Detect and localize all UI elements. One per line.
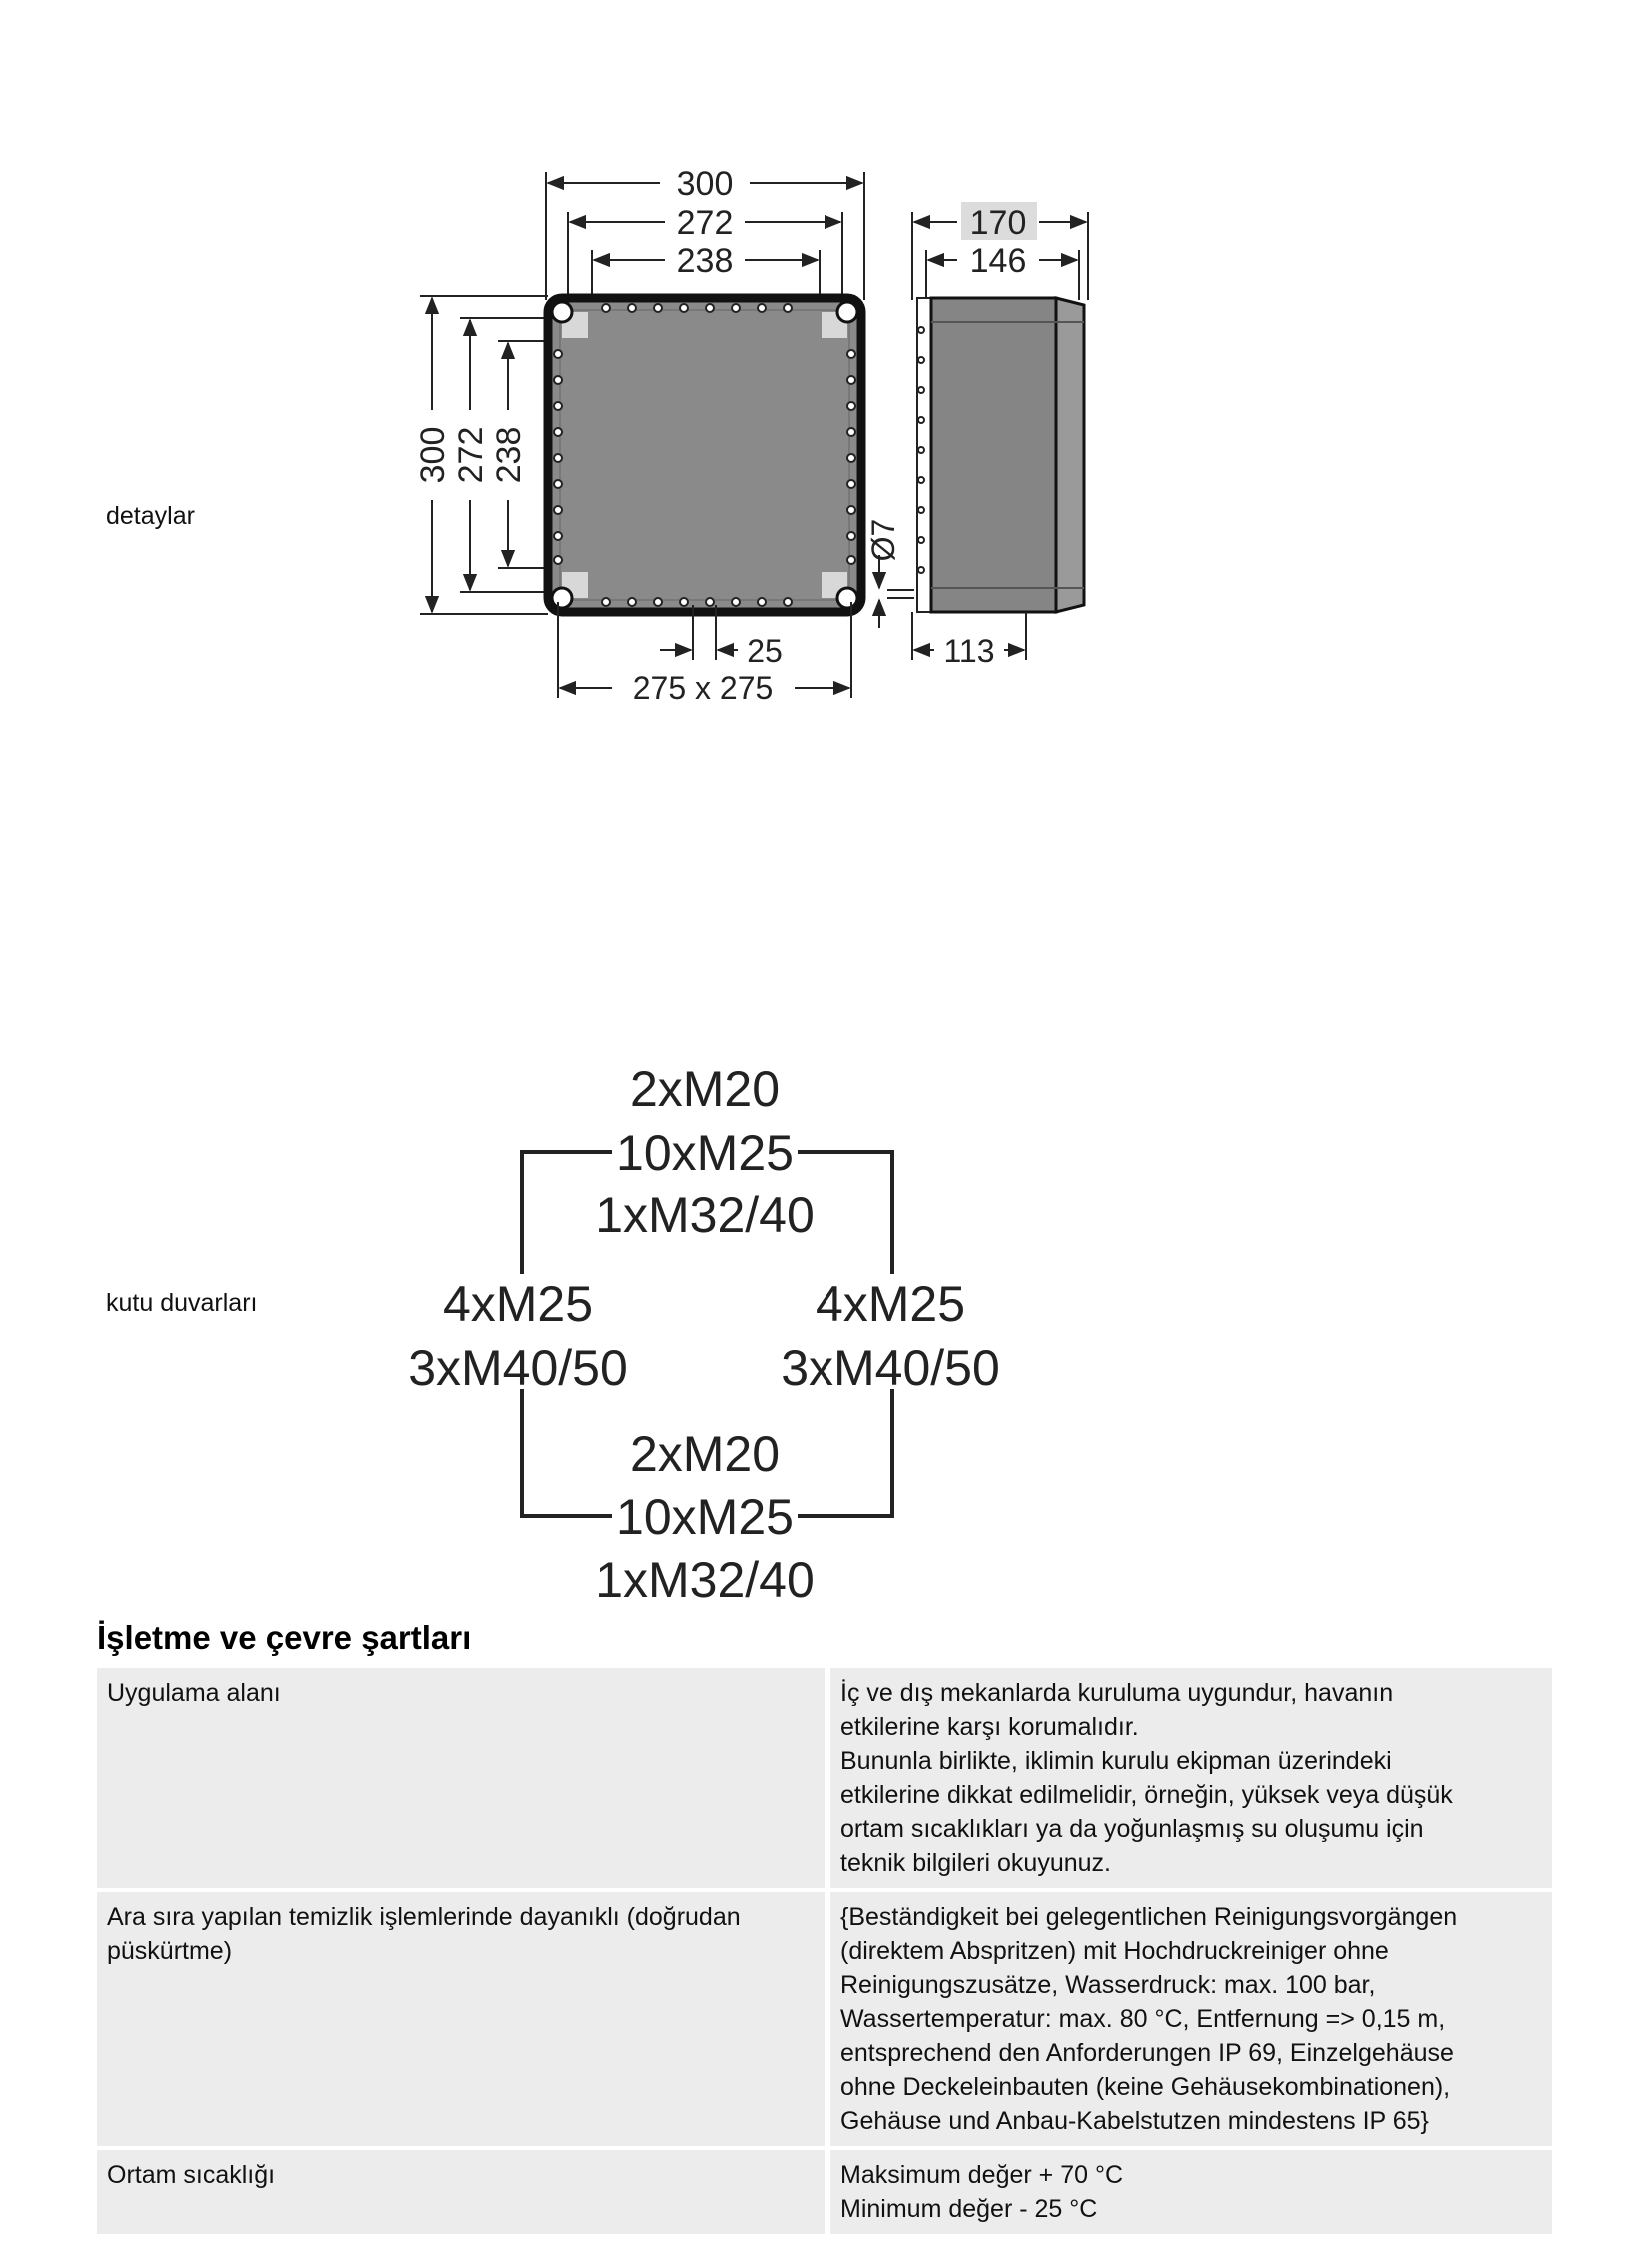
spec-value: Maksimum değer + 70 °C Minimum değer - 25 °C — [830, 2150, 1552, 2234]
dim-width-300: 300 — [676, 165, 734, 203]
section-title: İşletme ve çevre şartları — [97, 1619, 472, 1656]
dim-width-272: 272 — [676, 204, 734, 242]
left-wall-line-2: 3xM40/50 — [408, 1340, 628, 1396]
spec-key: Ara sıra yapılan temizlik işlemlerinde dayanıklı (doğrudan püskürtme) — [97, 1892, 825, 2146]
dim-height-272: 272 — [452, 426, 490, 484]
dim-height-300: 300 — [414, 426, 452, 484]
table-row — [97, 1892, 1552, 2146]
top-wall-line-3: 1xM32/40 — [595, 1187, 815, 1243]
top-wall-line-2: 10xM25 — [616, 1125, 794, 1181]
dim-mount-spacing: 25 — [747, 633, 783, 669]
bottom-wall-line-2: 10xM25 — [616, 1489, 794, 1545]
spec-key: Uygulama alanı — [97, 1668, 825, 1888]
spec-key: Ortam sıcaklığı — [97, 2150, 825, 2234]
top-wall-line-1: 2xM20 — [629, 1061, 781, 1117]
details-label: detaylar — [106, 502, 195, 530]
dimension-drawing — [0, 0, 1652, 760]
bottom-wall-line-1: 2xM20 — [629, 1426, 781, 1482]
dim-hole-diameter: Ø7 — [865, 518, 901, 562]
dim-width-238: 238 — [676, 242, 734, 280]
right-wall-line-2: 3xM40/50 — [781, 1340, 1000, 1396]
dim-mount-size: 275 x 275 — [632, 670, 774, 706]
operating-conditions-table — [97, 1664, 1552, 2238]
box-walls-diagram — [0, 1040, 1652, 1619]
table-row — [97, 1668, 1552, 1888]
enclosure-side-view — [917, 298, 1084, 612]
walls-label: kutu duvarları — [106, 1289, 258, 1317]
hole-diameter-dimension — [879, 555, 914, 628]
left-wall-line-1: 4xM25 — [442, 1276, 594, 1332]
dim-height-238: 238 — [490, 426, 528, 484]
bottom-wall-line-3: 1xM32/40 — [595, 1552, 815, 1608]
spec-value: İç ve dış mekanlarda kuruluma uygundur, havanın etkilerine karşı korumalıdır. Bununla birlikte, iklimin kurulu ekipman üzerindeki etkilerine dikkat edilmelidir, örneğin, yüksek veya düşük ortam sıcaklıkları ya da yoğunlaşmış su oluşumu için teknik bilgileri okuyunuz. — [830, 1668, 1552, 1888]
enclosure-front-view — [548, 298, 861, 612]
right-wall-line-1: 4xM25 — [815, 1276, 966, 1332]
dim-side-113: 113 — [943, 633, 995, 669]
spec-value: {Beständigkeit bei gelegentlichen Reinigungsvorgängen (direktem Abspritzen) mit Hochdruckreiniger ohne Reinigungszusätze, Wasserdruck: max. 100 bar, Wassertemperatur: max. 80 °C, Entfernung => 0,15 m, entsprechend den Anforderungen IP 69, Einzelgehäuse ohne Deckeleinbauten (keine Gehäusekombinationen), Gehäuse und Anbau-Kabelstutzen mindestens IP 65} — [830, 1892, 1552, 2146]
table-row — [97, 2150, 1552, 2234]
dim-depth-146: 146 — [969, 242, 1027, 280]
dim-depth-170: 170 — [969, 204, 1027, 242]
